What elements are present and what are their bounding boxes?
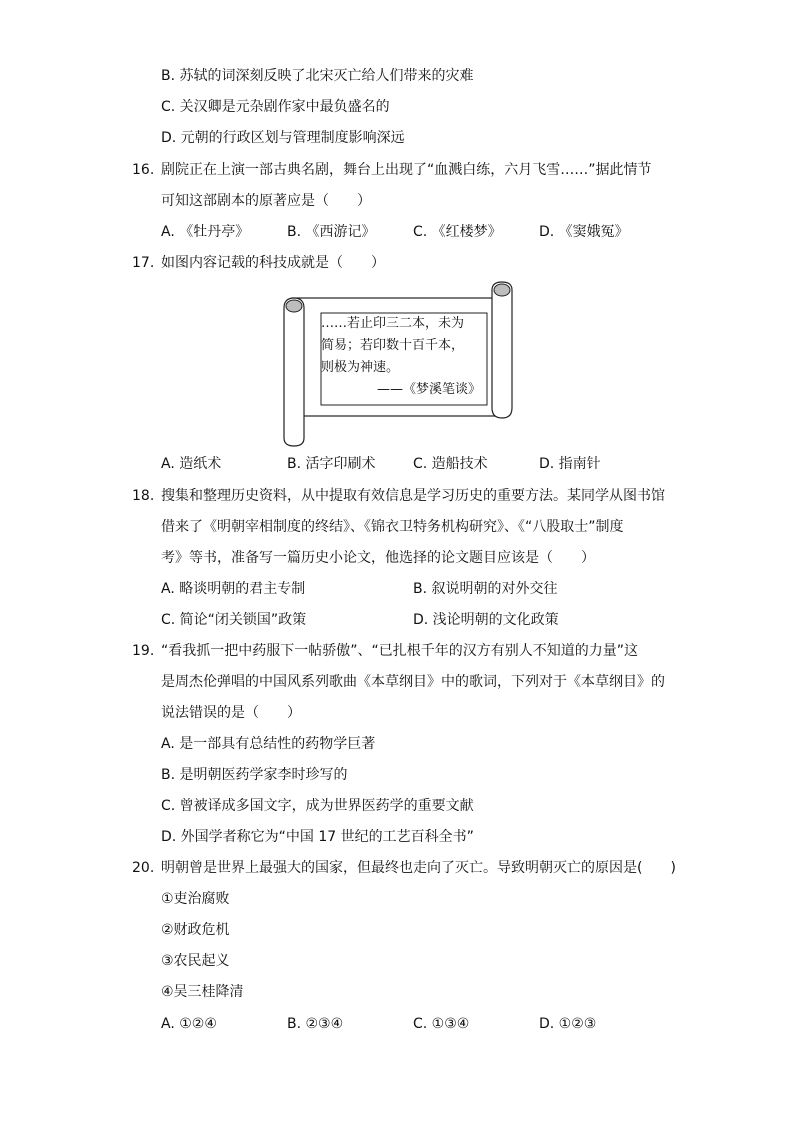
q17-option-d: D. 指南针	[539, 456, 601, 472]
scroll-quote	[321, 313, 485, 405]
q19-number: 19.	[132, 643, 155, 659]
q16-option-a: A. 《牡丹亭》	[161, 224, 250, 240]
q15-option-c: C. 关汉卿是元杂剧作家中最负盛名的	[161, 99, 390, 115]
q16-option-d: D. 《窦娥冤》	[539, 224, 629, 240]
q18-stem-line3: 考》等书，准备写一篇历史小论文，他选择的论文题目应该是（ ）	[161, 550, 595, 566]
q15-option-d: D. 元朝的行政区划与管理制度影响深远	[161, 130, 405, 146]
scroll-line-1: ……若止印三二本，未为	[321, 316, 465, 331]
scroll-line-3: 则极为神速。	[321, 360, 400, 375]
scroll-source: ——《梦溪笔谈》	[376, 382, 481, 397]
q19-option-a: A. 是一部具有总结性的药物学巨著	[161, 736, 376, 752]
q15-option-b: B. 苏轼的词深刻反映了北宋灭亡给人们带来的灾难	[161, 68, 474, 84]
q20-item-4: ④吴三桂降清	[161, 984, 244, 1000]
q19-stem-line2: 是周杰伦弹唱的中国风系列歌曲《本草纲目》中的歌词，下列对于《本草纲目》的	[161, 674, 665, 690]
q18-number: 18.	[132, 488, 155, 504]
q17-stem-line1: 如图内容记载的科技成就是（ ）	[161, 255, 385, 271]
q19-option-c: C. 曾被译成多国文字，成为世界医药学的重要文献	[161, 798, 474, 814]
q16-stem-line2: 可知这部剧本的原著应是（ ）	[161, 193, 371, 209]
q20-option-b: B. ②③④	[287, 1016, 344, 1032]
q20-item-1: ①吏治腐败	[161, 891, 230, 907]
q18-option-d: D. 浅论明朝的文化政策	[413, 612, 559, 628]
q17-option-c: C. 造船技术	[413, 456, 488, 472]
q20-item-2: ②财政危机	[161, 922, 230, 938]
q17-option-a: A. 造纸术	[161, 456, 222, 472]
scroll-line-2: 简易；若印数十百千本，	[321, 338, 465, 353]
q19-option-d: D. 外国学者称它为“中国 17 世纪的工艺百科全书”	[161, 829, 474, 845]
q16-number: 16.	[132, 162, 155, 178]
q20-stem-line1: 明朝曾是世界上最强大的国家，但最终也走向了灭亡。导致明朝灭亡的原因是( )	[161, 860, 676, 876]
q17-number: 17.	[132, 255, 155, 271]
q16-stem-line1: 剧院正在上演一部古典名剧，舞台上出现了“血溅白练，六月飞雪……”据此情节	[161, 162, 652, 178]
q18-option-b: B. 叙说明朝的对外交往	[413, 581, 558, 597]
q16-option-b: B. 《西游记》	[287, 224, 376, 240]
q20-item-3: ③农民起义	[161, 953, 230, 969]
q16-option-c: C. 《红楼梦》	[413, 224, 502, 240]
q19-option-b: B. 是明朝医药学家李时珍写的	[161, 767, 348, 783]
q19-stem-line1: “看我抓一把中药服下一帖骄傲”、“已扎根千年的汉方有别人不知道的力量”这	[161, 643, 639, 659]
q17-option-b: B. 活字印刷术	[287, 456, 376, 472]
q20-number: 20.	[132, 860, 155, 876]
q18-stem-line2: 借来了《明朝宰相制度的终结》、《锦衣卫特务机构研究》、《“八股取士”制度	[161, 519, 624, 535]
q20-option-d: D. ①②③	[539, 1016, 597, 1032]
q20-option-c: C. ①③④	[413, 1016, 470, 1032]
q18-stem-line1: 搜集和整理历史资料，从中提取有效信息是学习历史的重要方法。某同学从图书馆	[161, 488, 665, 504]
q18-option-c: C. 简论“闭关锁国”政策	[161, 612, 307, 628]
q19-stem-line3: 说法错误的是（ ）	[161, 705, 301, 721]
q18-option-a: A. 略谈明朝的君主专制	[161, 581, 306, 597]
q20-option-a: A. ①②④	[161, 1016, 217, 1032]
